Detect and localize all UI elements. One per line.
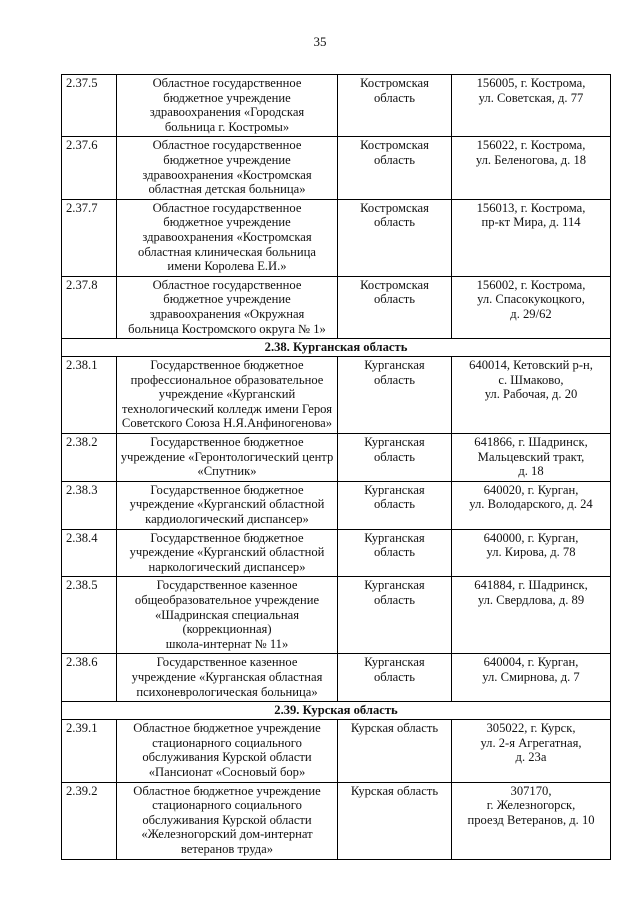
address-cell (452, 577, 611, 654)
address-line: д. 18 (518, 464, 544, 479)
address-line: 156022, г. Кострома, (476, 138, 586, 153)
institution-name-line: Областное государственное (152, 76, 302, 90)
address-cell (452, 720, 611, 782)
institution-name-line: больница г. Костромы» (164, 119, 290, 134)
region-name-line: Курганская (364, 435, 425, 450)
table-row (62, 357, 611, 434)
address-line: ул. Беленогова, д. 18 (475, 152, 587, 167)
institution-name-line: учреждение «Геронтологический центр (120, 449, 334, 464)
entry-number: 2.37.6 (62, 137, 117, 199)
institution-name-line: Государственное бюджетное (150, 358, 304, 373)
address-line: 156005, г. Кострома, (476, 76, 586, 90)
region-name-line: Костромская (360, 277, 429, 292)
institution-name-line: учреждение «Курганский областной (129, 545, 325, 560)
region-name-line: Курганская (364, 530, 425, 545)
table-row (62, 199, 611, 276)
table-row (62, 577, 611, 654)
region-name-line: область (373, 90, 416, 105)
table-row (62, 481, 611, 529)
region-name-line: Костромская (360, 200, 429, 215)
institution-name-line: стационарного социального (152, 798, 302, 813)
table-row (62, 654, 611, 702)
section-title: 2.38. Курганская область (62, 339, 611, 357)
institution-name-cell (117, 782, 338, 859)
institution-name-cell (117, 75, 338, 137)
region-name-line: область (373, 669, 416, 684)
entry-number: 2.38.3 (62, 481, 117, 529)
institution-name-line: бюджетное учреждение (163, 90, 291, 105)
address-cell (452, 357, 611, 434)
entry-number: 2.38.6 (62, 654, 117, 702)
institution-name-line: обслуживания Курской области (142, 750, 312, 765)
region-name-cell (338, 720, 452, 782)
region-name-line: область (373, 545, 416, 560)
region-name-cell (338, 782, 452, 859)
address-line: ул. 2-я Агрегатная, (480, 735, 582, 750)
institution-name-line: Государственное бюджетное (150, 482, 304, 497)
address-cell (452, 75, 611, 137)
institution-name-line: психоневрологическая больница» (136, 684, 318, 699)
entry-number: 2.38.1 (62, 357, 117, 434)
region-name-line: Костромская (360, 138, 429, 153)
address-cell (452, 529, 611, 577)
entry-number: 2.37.5 (62, 75, 117, 137)
address-line: г. Железногорск, (486, 798, 576, 813)
address-line: ул. Советская, д. 77 (478, 90, 584, 105)
institution-name-line: Областное государственное (152, 138, 302, 153)
address-line: 640004, г. Курган, (483, 655, 579, 670)
institution-name-line: (коррекционная) (182, 622, 272, 637)
address-line: с. Шмаково, (498, 372, 564, 387)
institution-name-line: обслуживания Курской области (142, 812, 312, 827)
address-line: д. 23а (515, 750, 547, 765)
institution-name-line: «Пансионат «Сосновый бор» (148, 764, 306, 779)
address-line: Мальцевский тракт, (477, 449, 585, 464)
institution-name-line: имени Королева Е.И.» (167, 259, 287, 274)
institution-name-cell (117, 137, 338, 199)
address-line: 156002, г. Кострома, (476, 277, 586, 292)
address-line: ул. Спасокукоцкого, (477, 292, 585, 307)
address-cell (452, 481, 611, 529)
institution-name-line: здравоохранения «Окружная (149, 306, 305, 321)
institution-name-line: здравоохранения «Костромская (142, 229, 312, 244)
address-line: 156013, г. Кострома, (476, 200, 586, 215)
address-cell (452, 434, 611, 482)
institution-name-line: областная клиническая больница (138, 244, 316, 259)
address-line: 640020, г. Курган, (483, 482, 579, 497)
institution-name-line: областная детская больница» (148, 182, 306, 197)
table-body (62, 75, 611, 860)
page-number: 35 (313, 34, 327, 49)
region-name-cell (338, 529, 452, 577)
entry-number: 2.39.2 (62, 782, 117, 859)
entry-number: 2.37.7 (62, 199, 117, 276)
address-line: ул. Рабочая, д. 20 (484, 387, 578, 402)
section-header-row (62, 339, 611, 357)
address-cell (452, 782, 611, 859)
institution-name-line: Областное бюджетное учреждение (133, 783, 321, 798)
region-name-cell (338, 137, 452, 199)
institution-name-line: Государственное бюджетное (150, 435, 304, 450)
institution-name-line: «Шадринская специальная (154, 607, 300, 622)
institution-name-line: бюджетное учреждение (163, 292, 291, 307)
region-name-cell (338, 276, 452, 338)
institution-name-cell (117, 434, 338, 482)
region-name-cell (338, 199, 452, 276)
table-row (62, 75, 611, 137)
address-cell (452, 654, 611, 702)
institution-name-line: Государственное казенное (156, 578, 298, 593)
institution-name-cell (117, 529, 338, 577)
region-name-line: область (373, 497, 416, 512)
region-name-cell (338, 481, 452, 529)
institution-name-cell (117, 276, 338, 338)
address-cell (452, 199, 611, 276)
region-name-line: Курганская (364, 482, 425, 497)
table-row (62, 720, 611, 782)
address-line: 641884, г. Шадринск, (474, 578, 588, 593)
address-line: 305022, г. Курск, (486, 721, 576, 736)
region-name-cell (338, 577, 452, 654)
institutions-table (61, 74, 611, 860)
region-name-line: область (373, 292, 416, 307)
institution-name-line: Областное государственное (152, 277, 302, 292)
region-name-cell (338, 434, 452, 482)
institution-name-line: школа-интернат № 11» (165, 636, 289, 651)
region-name-line: область (373, 372, 416, 387)
region-name-line: область (373, 215, 416, 230)
address-line: 641866, г. Шадринск, (474, 435, 588, 450)
institution-name-cell (117, 654, 338, 702)
region-name-line: Курская область (350, 721, 439, 736)
region-name-line: Курганская (364, 578, 425, 593)
institution-name-line: ветеранов труда» (180, 841, 274, 856)
institution-name-line: Государственное казенное (156, 655, 298, 670)
entry-number: 2.38.4 (62, 529, 117, 577)
table-row (62, 782, 611, 859)
institution-name-cell (117, 577, 338, 654)
institution-name-line: учреждение «Курганская областная (131, 669, 323, 684)
institution-name-line: больница Костромского округа № 1» (128, 321, 326, 336)
address-line: пр-кт Мира, д. 114 (481, 215, 581, 230)
institution-name-line: бюджетное учреждение (163, 215, 291, 230)
entry-number: 2.39.1 (62, 720, 117, 782)
institution-name-line: наркологический диспансер» (148, 559, 306, 574)
institution-name-line: Государственное бюджетное (150, 530, 304, 545)
address-line: ул. Кирова, д. 78 (486, 545, 576, 560)
address-line: ул. Володарского, д. 24 (469, 497, 593, 512)
address-cell (452, 276, 611, 338)
region-name-line: область (373, 152, 416, 167)
entry-number: 2.38.5 (62, 577, 117, 654)
institution-name-line: учреждение «Курганский областной (129, 497, 325, 512)
region-name-cell (338, 654, 452, 702)
address-line: 307170, (510, 783, 552, 798)
region-name-line: Курганская (364, 358, 425, 373)
address-line: проезд Ветеранов, д. 10 (467, 812, 595, 827)
region-name-cell (338, 357, 452, 434)
table-row (62, 276, 611, 338)
institution-name-cell (117, 481, 338, 529)
institution-name-line: здравоохранения «Костромская (142, 167, 312, 182)
address-line: д. 29/62 (510, 306, 552, 321)
address-line: ул. Смирнова, д. 7 (482, 669, 580, 684)
institution-name-cell (117, 357, 338, 434)
table-row (62, 529, 611, 577)
institution-name-line: учреждение «Курганский (158, 387, 296, 402)
institution-name-cell (117, 199, 338, 276)
entry-number: 2.37.8 (62, 276, 117, 338)
region-name-line: область (373, 593, 416, 607)
region-name-line: область (373, 449, 416, 464)
institution-name-line: технологический колледж имени Героя (122, 401, 332, 416)
institution-name-line: «Спутник» (197, 464, 257, 479)
institution-name-line: Областное государственное (152, 200, 302, 215)
region-name-line: Курганская (364, 655, 425, 670)
institution-name-line: общеобразовательное учреждение (134, 593, 320, 607)
address-line: 640014, Кетовский р-н, (469, 358, 593, 373)
table-row (62, 137, 611, 199)
section-title: 2.39. Курская область (62, 702, 611, 720)
institution-name-line: кардиологический диспансер» (145, 512, 309, 527)
region-name-line: Курская область (350, 783, 439, 798)
institution-name-line: Областное бюджетное учреждение (133, 721, 321, 736)
institution-name-line: профессиональное образовательное (130, 372, 324, 387)
address-line: 640000, г. Курган, (483, 530, 579, 545)
institution-name-line: «Железногорский дом-интернат (141, 827, 313, 842)
institution-name-line: стационарного социального (152, 735, 302, 750)
institution-name-line: здравоохранения «Городская (149, 105, 305, 120)
region-name-cell (338, 75, 452, 137)
address-cell (452, 137, 611, 199)
table-row (62, 434, 611, 482)
institution-name-line: бюджетное учреждение (163, 152, 291, 167)
region-name-line: Костромская (360, 76, 429, 90)
institution-name-cell (117, 720, 338, 782)
institution-name-line: Советского Союза Н.Я.Анфиногенова» (121, 416, 333, 431)
address-line: ул. Свердлова, д. 89 (477, 593, 585, 607)
entry-number: 2.38.2 (62, 434, 117, 482)
section-header-row (62, 702, 611, 720)
